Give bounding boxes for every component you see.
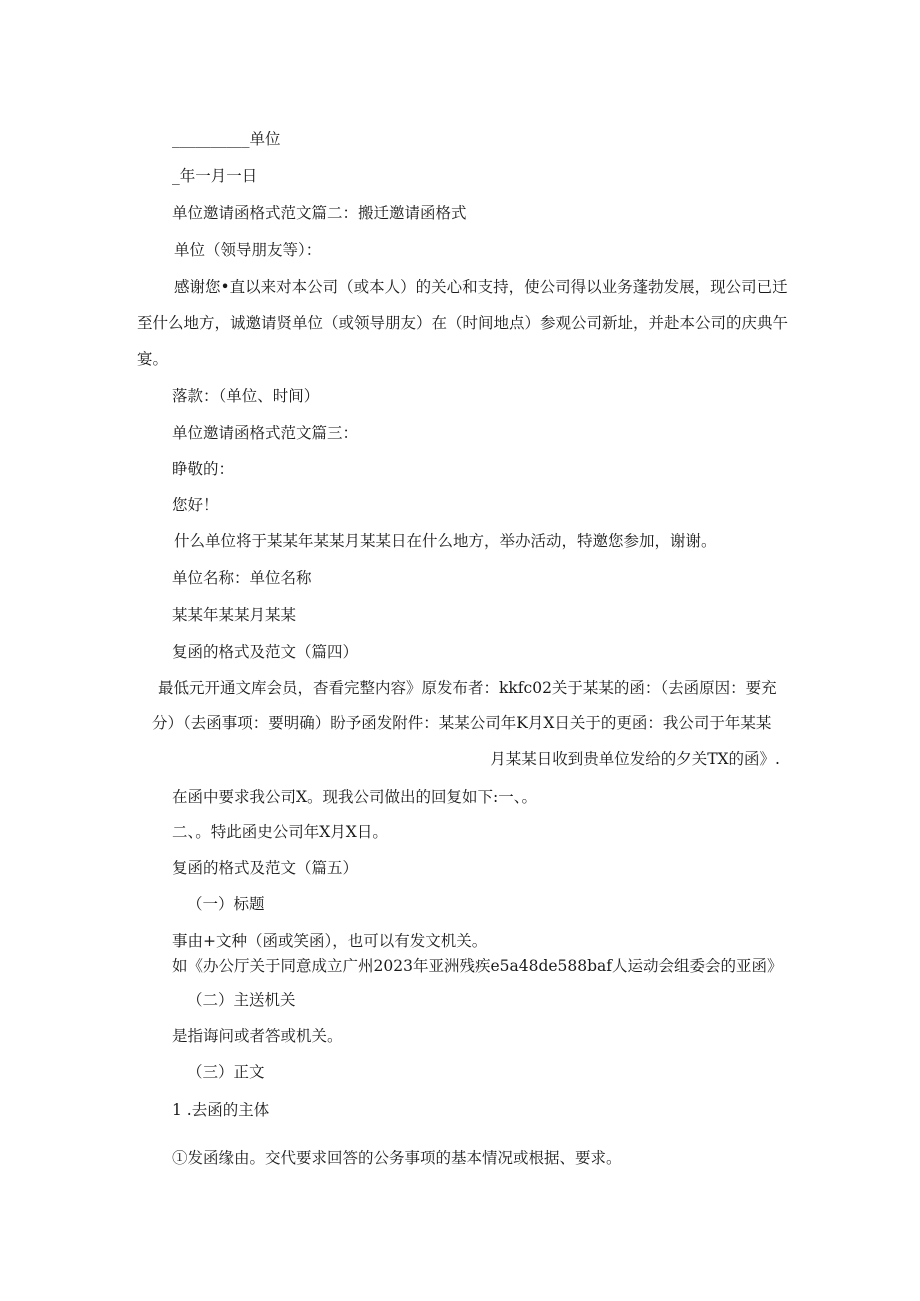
section-heading-4: 复函的格式及范文（篇四）	[172, 643, 359, 661]
section-heading-5: 复函的格式及范文（篇五）	[172, 859, 359, 877]
unit-name-line: 单位名称：单位名称	[172, 569, 312, 587]
subheading: （三）正文	[187, 1063, 265, 1081]
body-paragraph-line: 在函中要求我公司X。现我公司做出的回复如下:一、。	[172, 788, 538, 806]
body-paragraph-line: 什么单位将于某某年某某月某某日在什么地方，举办活动，特邀您参加，谢谢。	[174, 532, 717, 550]
date-line: _年一月一日	[172, 167, 258, 185]
section-heading-3: 单位邀请函格式范文篇三：	[172, 424, 359, 442]
sign-off-line: 落款：（单位、时间）	[172, 387, 320, 405]
body-paragraph-line: 分）（去函事项：要明确）盼予函发附件：某某公司年K月X日关于的更函：我公司于年某某	[152, 714, 772, 732]
salutation-line: 单位（领导朋友等）：	[174, 241, 322, 259]
section-heading-2: 单位邀请函格式范文篇二：搬迁邀请函格式	[172, 204, 467, 222]
body-paragraph-line: 最低元开通文库会员，杳看完整内容》原发布者：kkfc02关于某某的函：（去函原因：要充	[158, 679, 777, 697]
body-paragraph-line: 宴。	[137, 350, 169, 368]
salutation-line: 睁敬的：	[172, 460, 235, 478]
subheading: （一）标题	[187, 895, 265, 913]
body-paragraph-line: 月某某日收到贵单位发给的夕关TX的函》.	[490, 750, 780, 768]
body-paragraph-line: 感谢您•直以来对本公司（或本人）的关心和支持，使公司得以业务蓬勃发展，现公司已迁	[174, 278, 788, 296]
greeting-line: 您好！	[172, 496, 219, 514]
body-paragraph-line: 至什么地方，诚邀请贤单位（或领导朋友）在（时间地点）参观公司新址，并赴本公司的庆典午	[137, 314, 789, 332]
subheading: （二）主送机关	[187, 991, 296, 1009]
body-paragraph-line: ①发函缘由。交代要求回答的公务事项的基本情况或根据、要求。	[172, 1149, 622, 1167]
body-paragraph-line: 事由+文种（函或笑函），也可以有发文机关。	[172, 932, 488, 950]
date-line: 某某年某某月某某	[172, 606, 297, 624]
signature-unit-line: __________单位	[172, 130, 281, 148]
numbered-heading: 1 .去函的主体	[172, 1101, 270, 1119]
body-paragraph-line: 是指诲问或者答或机关。	[172, 1027, 343, 1045]
body-paragraph-line: 如《办公厅关于同意成立广州2023年亚洲残疾e5a48de588baf人运动会组委会的亚函》	[172, 957, 783, 975]
body-paragraph-line: 二、。特此函史公司年X月X日。	[172, 823, 388, 841]
